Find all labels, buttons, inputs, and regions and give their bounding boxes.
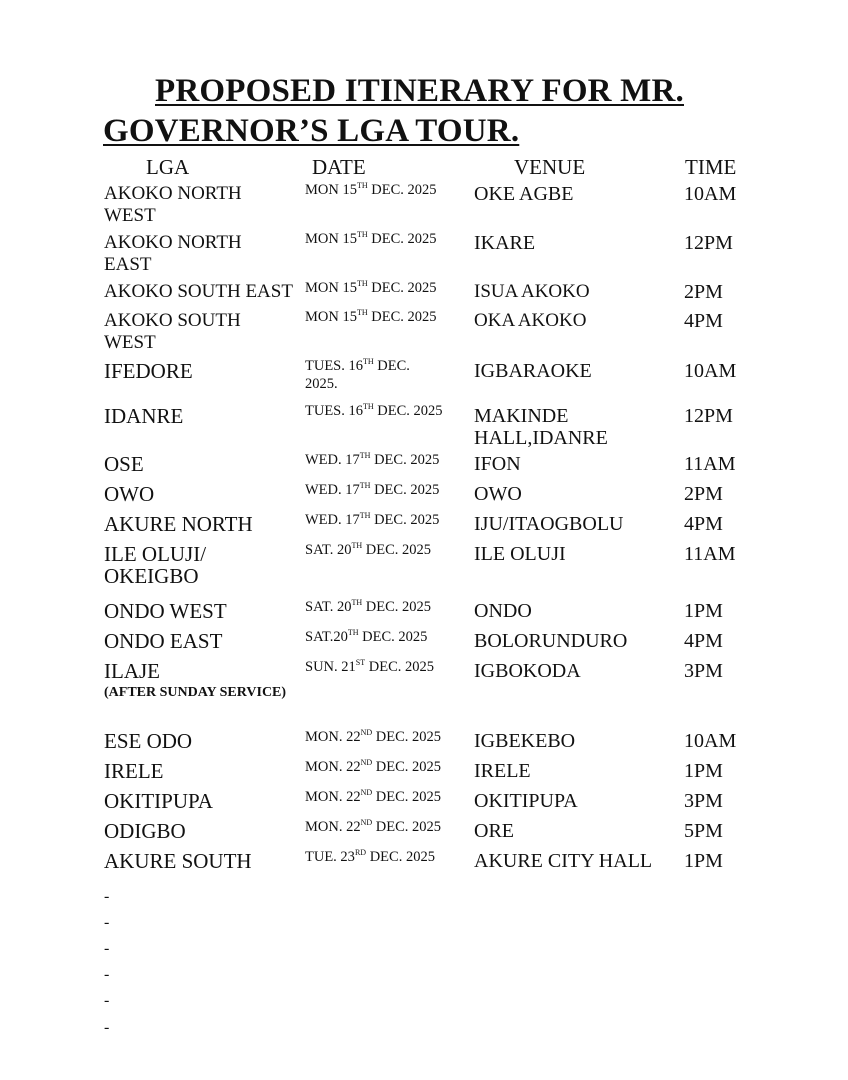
date-ordinal-suffix: TH (356, 181, 368, 190)
lga-name: AKOKO SOUTH EAST (104, 281, 293, 302)
time-cell: 4PM (684, 513, 723, 535)
lga-name: OKITIPUPA (104, 789, 213, 813)
date-cell (305, 451, 473, 469)
date-ordinal-suffix: ND (360, 728, 373, 737)
venue-cell: OKE AGBE (474, 183, 574, 205)
date-day: MON. 22 (305, 729, 361, 745)
venue-cell: MAKINDE HALL,IDANRE (474, 405, 608, 449)
lga-name: IRELE (104, 759, 164, 783)
date-month-year: DEC. 2025 (367, 309, 437, 325)
time-cell: 12PM (684, 232, 733, 254)
date-cell (305, 279, 473, 297)
venue-cell: OWO (474, 483, 522, 505)
date-ordinal-suffix: ND (360, 788, 373, 797)
lga-name: ODIGBO (104, 819, 186, 843)
date-cell (305, 357, 435, 393)
venue-cell: AKURE CITY HALL (474, 850, 653, 872)
lga-cell (104, 790, 304, 812)
date-cell (305, 848, 473, 866)
bullet-dash: - (104, 966, 110, 983)
time-cell: 5PM (684, 820, 723, 842)
date-day: SAT.20 (305, 629, 348, 645)
lga-name: AKURE SOUTH (104, 849, 252, 873)
date-month-year: DEC. 2025 (365, 659, 434, 675)
header-date: DATE (312, 155, 366, 179)
date-month-year: DEC. 2025 (370, 482, 440, 498)
date-cell (305, 658, 473, 676)
lga-cell (104, 183, 254, 227)
lga-cell (104, 543, 224, 587)
time-cell: 2PM (684, 483, 723, 505)
date-day: SUN. 21 (305, 659, 356, 675)
time-cell: 1PM (684, 760, 723, 782)
lga-name: AKOKO SOUTH WEST (104, 310, 241, 353)
date-ordinal-suffix: TH (363, 402, 374, 411)
date-cell (305, 481, 473, 499)
date-day: WED. 17 (305, 452, 360, 468)
lga-cell (104, 730, 304, 752)
header-time: TIME (685, 155, 737, 179)
date-day: MON 15 (305, 309, 357, 325)
date-ordinal-suffix: TH (356, 279, 368, 288)
venue-cell: OKITIPUPA (474, 790, 578, 812)
date-ordinal-suffix: RD (354, 848, 367, 857)
date-day: TUES. 16 (305, 403, 363, 419)
header-venue: VENUE (514, 155, 586, 179)
lga-cell (104, 281, 304, 303)
date-day: MON 15 (305, 280, 357, 296)
date-cell (305, 230, 473, 248)
time-cell: 11AM (684, 453, 736, 475)
lga-cell (104, 360, 304, 382)
date-ordinal-suffix: TH (356, 308, 368, 317)
date-day: MON. 22 (305, 759, 361, 775)
date-ordinal-suffix: TH (363, 357, 374, 366)
lga-name: IDANRE (104, 404, 184, 428)
time-cell: 1PM (684, 600, 723, 622)
time-cell: 3PM (684, 660, 723, 682)
lga-cell (104, 850, 304, 872)
date-ordinal-suffix: ND (360, 818, 373, 827)
lga-name: AKURE NORTH (104, 512, 253, 536)
time-cell: 10AM (684, 183, 737, 205)
date-day: SAT. 20 (305, 542, 352, 558)
lga-cell (104, 405, 304, 427)
date-ordinal-suffix: TH (351, 598, 363, 607)
date-cell (305, 308, 473, 326)
date-cell (305, 628, 473, 646)
title-line-2: GOVERNOR’S LGA TOUR. (103, 113, 520, 149)
lga-note: (AFTER SUNDAY SERVICE) (104, 685, 287, 700)
time-cell: 2PM (684, 281, 723, 303)
lga-cell (104, 483, 304, 505)
lga-name: ILE OLUJI/ OKEIGBO (104, 542, 207, 588)
bullet-dash: - (104, 888, 110, 905)
date-month-year: DEC. 2025 (366, 849, 435, 865)
lga-name: AKOKO NORTH WEST (104, 183, 242, 226)
date-month-year: DEC. 2025 (362, 599, 432, 615)
date-day: WED. 17 (305, 482, 360, 498)
date-day: MON 15 (305, 182, 357, 198)
venue-cell: IFON (474, 453, 521, 475)
lga-cell (104, 310, 254, 354)
date-month-year: DEC. 2025 (370, 452, 440, 468)
time-cell: 3PM (684, 790, 723, 812)
date-day: SAT. 20 (305, 599, 352, 615)
lga-name: ONDO WEST (104, 599, 227, 623)
date-day: MON. 22 (305, 819, 361, 835)
time-cell: 12PM (684, 405, 733, 427)
bullet-dash: - (104, 940, 110, 957)
venue-cell: ILE OLUJI (474, 543, 566, 565)
lga-name: ONDO EAST (104, 629, 223, 653)
time-cell: 10AM (684, 360, 737, 382)
time-cell: 4PM (684, 630, 723, 652)
date-month-year: DEC. 2025 (372, 759, 442, 775)
time-cell: 11AM (684, 543, 736, 565)
lga-name: OWO (104, 482, 155, 506)
lga-name: ILAJE (104, 659, 160, 683)
date-day: WED. 17 (305, 512, 360, 528)
date-ordinal-suffix: TH (347, 628, 359, 637)
venue-cell: IGBOKODA (474, 660, 581, 682)
date-month-year: DEC. 2025. (305, 358, 414, 392)
date-month-year: DEC. 2025 (362, 542, 432, 558)
lga-name: ESE ODO (104, 729, 193, 753)
lga-cell (104, 630, 304, 652)
date-cell (305, 728, 473, 746)
venue-cell: BOLORUNDURO (474, 630, 628, 652)
venue-cell: IRELE (474, 760, 531, 782)
date-month-year: DEC. 2025 (372, 789, 442, 805)
lga-cell (104, 232, 254, 276)
lga-name: IFEDORE (104, 359, 193, 383)
bullet-dash: - (104, 914, 110, 931)
date-ordinal-suffix: ND (360, 758, 373, 767)
date-month-year: DEC. 2025 (367, 280, 437, 296)
date-month-year: DEC. 2025 (370, 512, 440, 528)
venue-cell: IKARE (474, 232, 536, 254)
lga-name: AKOKO NORTH EAST (104, 232, 242, 275)
date-cell (305, 541, 473, 559)
date-day: MON 15 (305, 231, 357, 247)
venue-cell: IJU/ITAOGBOLU (474, 513, 624, 535)
date-cell (305, 511, 473, 529)
date-ordinal-suffix: TH (359, 481, 371, 490)
date-cell (305, 788, 473, 806)
date-ordinal-suffix: TH (356, 230, 368, 239)
date-cell (305, 818, 473, 836)
date-cell (305, 758, 473, 776)
date-ordinal-suffix: TH (359, 451, 371, 460)
lga-cell (104, 453, 304, 475)
date-ordinal-suffix: ST (355, 658, 366, 667)
lga-cell (104, 820, 304, 842)
lga-cell (104, 600, 304, 622)
date-cell (305, 181, 473, 199)
date-month-year: DEC. 2025 (367, 182, 437, 198)
venue-cell: ORE (474, 820, 514, 842)
date-month-year: DEC. 2025 (373, 403, 443, 419)
lga-cell (104, 660, 304, 702)
time-cell: 1PM (684, 850, 723, 872)
date-day: TUE. 23 (305, 849, 355, 865)
bullet-dash: - (104, 1019, 110, 1036)
date-ordinal-suffix: TH (351, 541, 363, 550)
venue-cell: ISUA AKOKO (474, 281, 590, 302)
venue-cell: IGBEKEBO (474, 730, 576, 752)
venue-cell: ONDO (474, 600, 532, 622)
date-month-year: DEC. 2025 (367, 231, 437, 247)
date-cell (305, 402, 473, 420)
bullet-dash: - (104, 992, 110, 1009)
date-cell (305, 598, 473, 616)
date-month-year: DEC. 2025 (358, 629, 428, 645)
date-month-year: DEC. 2025 (372, 819, 442, 835)
time-cell: 4PM (684, 310, 723, 332)
header-lga: LGA (146, 155, 190, 179)
time-cell: 10AM (684, 730, 737, 752)
lga-name: OSE (104, 452, 144, 476)
venue-cell: IGBARAOKE (474, 360, 592, 382)
venue-cell: OKA AKOKO (474, 310, 587, 331)
date-ordinal-suffix: TH (359, 511, 371, 520)
lga-cell (104, 760, 304, 782)
date-day: MON. 22 (305, 789, 361, 805)
date-day: TUES. 16 (305, 358, 363, 374)
title-line-1: PROPOSED ITINERARY FOR MR. (155, 73, 684, 109)
date-month-year: DEC. 2025 (372, 729, 442, 745)
lga-cell (104, 513, 304, 535)
